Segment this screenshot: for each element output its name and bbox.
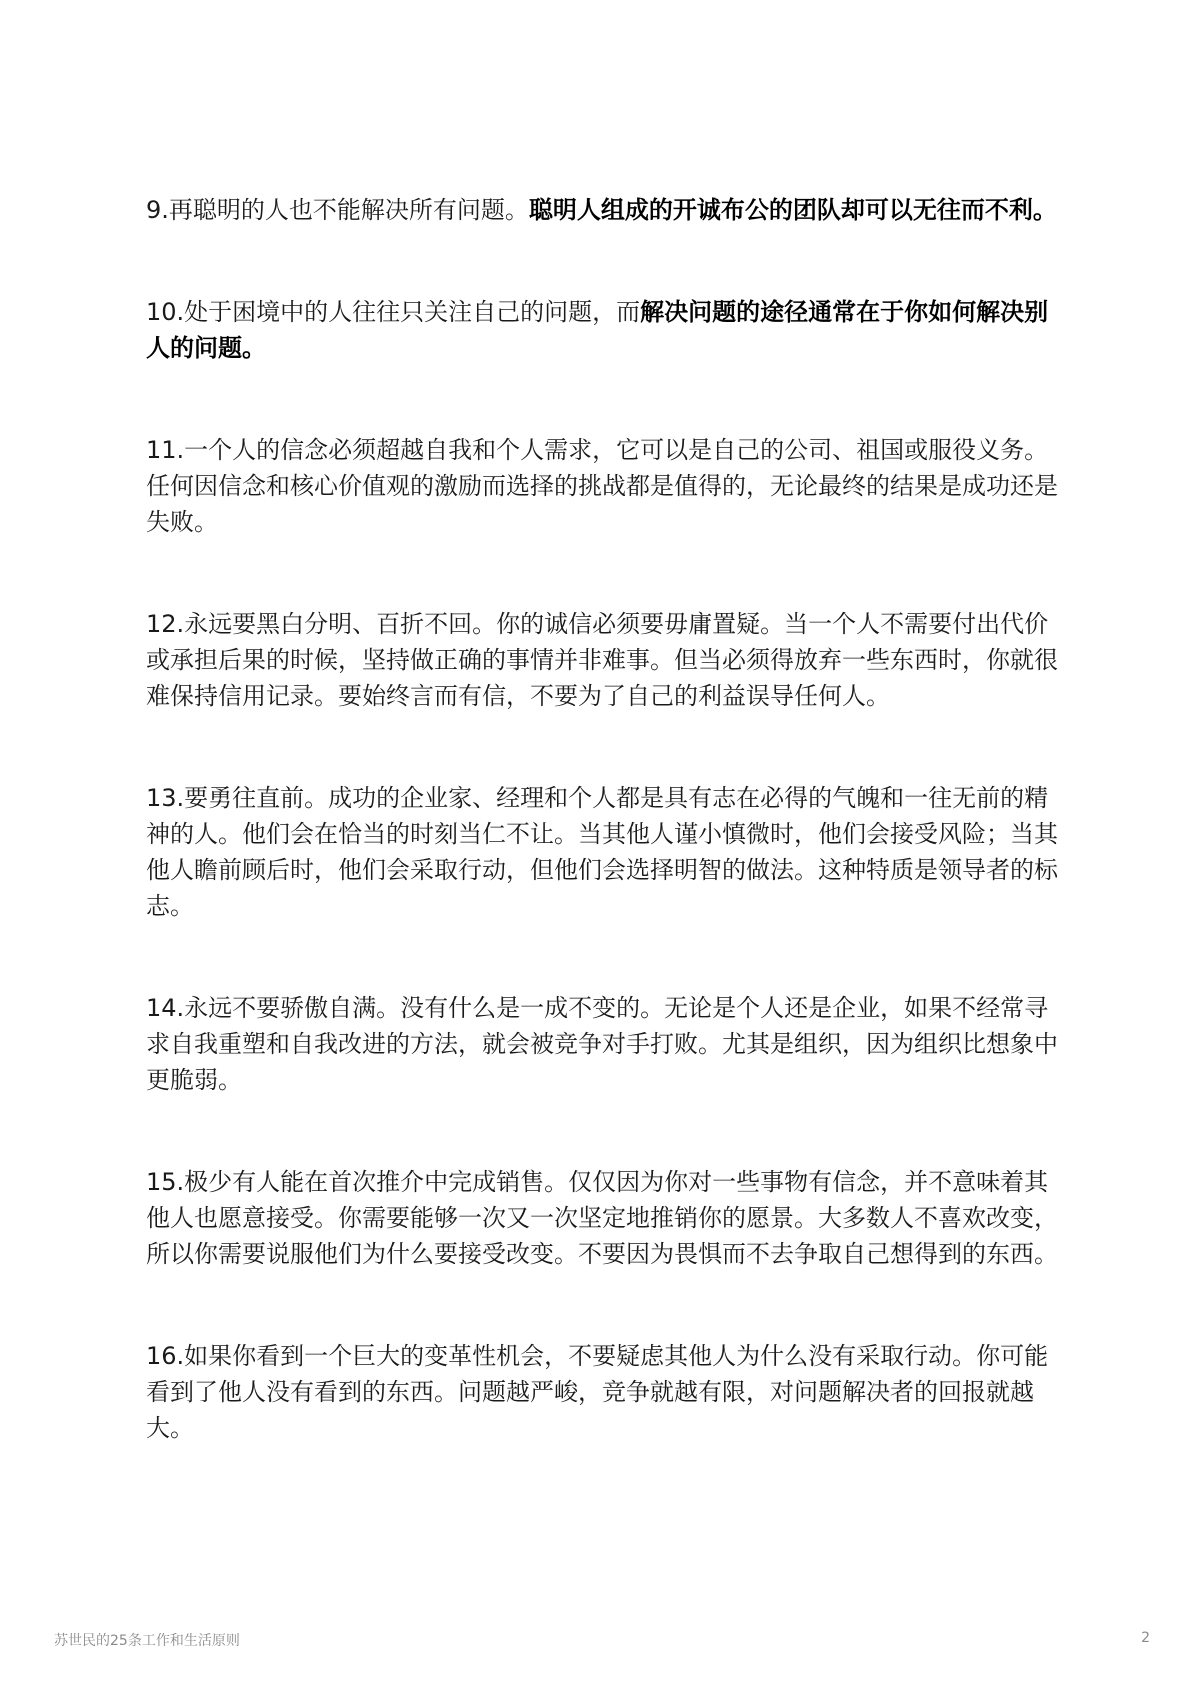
principle-14 [146, 990, 1066, 1098]
footer-title: 苏世民的25条工作和生活原则 [54, 1633, 240, 1649]
principle-10-emphasis: 解决问题的途径通常在于你如何解决别人的问题。 [146, 298, 1049, 362]
principle-9-emphasis: 聪明人组成的开诚布公的团队却可以无往而不利。 [528, 196, 1057, 224]
principle-9 [146, 192, 1066, 228]
document-body [146, 192, 1066, 1512]
page-number: 2 [1141, 1630, 1150, 1646]
principle-11 [146, 432, 1066, 540]
principle-12 [146, 606, 1066, 714]
principle-10-text: 10.处于困境中的人往往只关注自己的问题，而 [146, 298, 641, 326]
principle-16 [146, 1338, 1066, 1446]
principle-11-text: 11.一个人的信念必须超越自我和个人需求，它可以是自己的公司、祖国或服役义务。任何因信念和核心价值观的激励而选择的挑战都是值得的，无论最终的结果是成功还是失败。 [146, 436, 1058, 536]
principle-15 [146, 1164, 1066, 1272]
principle-9-text: 9.再聪明的人也不能解决所有问题。 [146, 196, 529, 224]
principle-13 [146, 780, 1066, 924]
principle-14-text: 14.永远不要骄傲自满。没有什么是一成不变的。无论是个人还是企业，如果不经常寻求自我重塑和自我改进的方法，就会被竞争对手打败。尤其是组织，因为组织比想象中更脆弱。 [146, 994, 1058, 1094]
principle-15-text: 15.极少有人能在首次推介中完成销售。仅仅因为你对一些事物有信念，并不意味着其他人也愿意接受。你需要能够一次又一次坚定地推销你的愿景。大多数人不喜欢改变，所以你需要说服他们为什么要接受改变。不要因为畏惧而不去争取自己想得到的东西。 [146, 1168, 1058, 1268]
principle-10 [146, 294, 1066, 366]
principle-13-text: 13.要勇往直前。成功的企业家、经理和个人都是具有志在必得的气魄和一往无前的精神的人。他们会在恰当的时刻当仁不让。当其他人谨小慎微时，他们会接受风险；当其他人瞻前顾后时，他们会采取行动，但他们会选择明智的做法。这种特质是领导者的标志。 [146, 784, 1058, 920]
principle-12-text: 12.永远要黑白分明、百折不回。你的诚信必须要毋庸置疑。当一个人不需要付出代价或承担后果的时候，坚持做正确的事情并非难事。但当必须得放弃一些东西时，你就很难保持信用记录。要始终言而有信，不要为了自己的利益误导任何人。 [146, 610, 1058, 710]
principle-16-text: 16.如果你看到一个巨大的变革性机会，不要疑虑其他人为什么没有采取行动。你可能看到了他人没有看到的东西。问题越严峻，竞争就越有限，对问题解决者的回报就越大。 [146, 1342, 1049, 1442]
